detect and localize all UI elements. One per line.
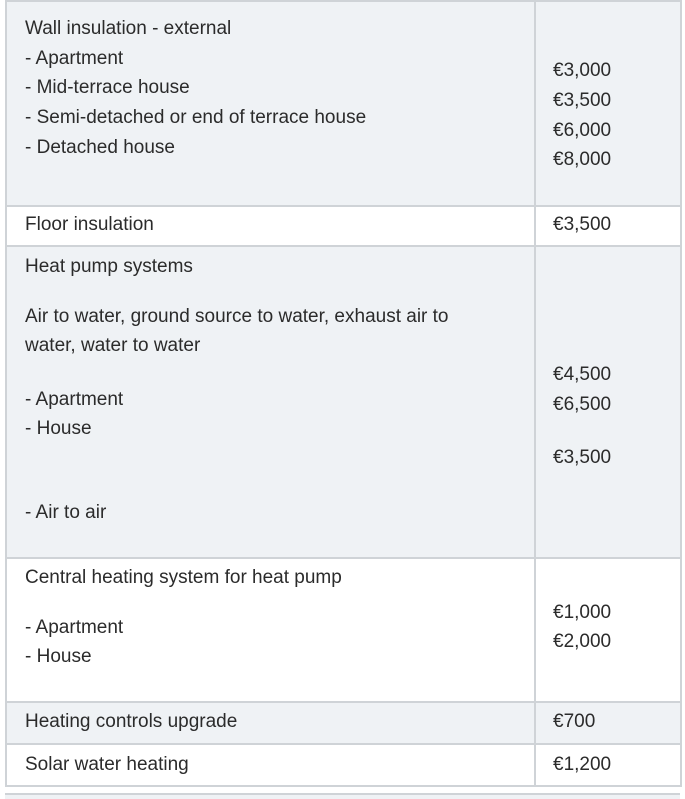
measure-cell — [6, 1, 535, 206]
grants-table — [5, 0, 682, 787]
measure-option: - Detached house — [25, 137, 175, 158]
grant-cell — [535, 1, 681, 206]
grant-amount: €2,000 — [553, 631, 612, 652]
measure-option: - House — [25, 418, 92, 439]
measure-option: - Mid-terrace house — [25, 77, 190, 98]
measure-title: Central heating system for heat pump — [25, 567, 342, 588]
grant-cell — [535, 702, 681, 744]
grant-amount: €3,500 — [553, 90, 612, 111]
grant-cell — [535, 744, 681, 786]
grant-amount: €4,500 — [553, 364, 612, 385]
grant-amount: €3,000 — [553, 60, 612, 81]
table-row — [6, 744, 681, 786]
grant-cell — [535, 558, 681, 702]
table-row — [6, 1, 681, 206]
grant-amount: €6,500 — [553, 394, 612, 415]
grant-amount: €3,500 — [553, 214, 612, 235]
grant-amount: €3,500 — [553, 447, 612, 468]
measure-option: - Apartment — [25, 389, 124, 410]
measure-title: Heating controls upgrade — [25, 711, 238, 732]
grant-amount: €700 — [553, 711, 596, 732]
measure-cell — [6, 206, 535, 246]
grant-cell — [535, 206, 681, 246]
measure-option: - Air to air — [25, 502, 107, 523]
measure-cell — [6, 246, 535, 558]
table-row — [6, 702, 681, 744]
table-row — [6, 558, 681, 702]
table-row — [6, 246, 681, 558]
measure-description: Air to water, ground source to water, exhaust air to — [25, 306, 449, 327]
grant-amount: €1,200 — [553, 754, 612, 775]
measure-title: Wall insulation - external — [25, 18, 232, 39]
grant-amount: €1,000 — [553, 602, 612, 623]
measure-option: - Apartment — [25, 617, 124, 638]
measure-option: - Semi-detached or end of terrace house — [25, 107, 367, 128]
measure-title: Solar water heating — [25, 754, 189, 775]
measure-option: - House — [25, 646, 92, 667]
measure-option: - Apartment — [25, 48, 124, 69]
measure-cell — [6, 744, 535, 786]
grant-amount: €8,000 — [553, 149, 612, 170]
measure-title: Floor insulation — [25, 214, 154, 235]
grant-cell — [535, 246, 681, 558]
measure-cell — [6, 702, 535, 744]
measure-description: water, water to water — [25, 335, 201, 356]
next-row-edge — [5, 793, 680, 799]
grant-amount: €6,000 — [553, 120, 612, 141]
measure-cell — [6, 558, 535, 702]
table-row — [6, 206, 681, 246]
measure-title: Heat pump systems — [25, 256, 193, 277]
